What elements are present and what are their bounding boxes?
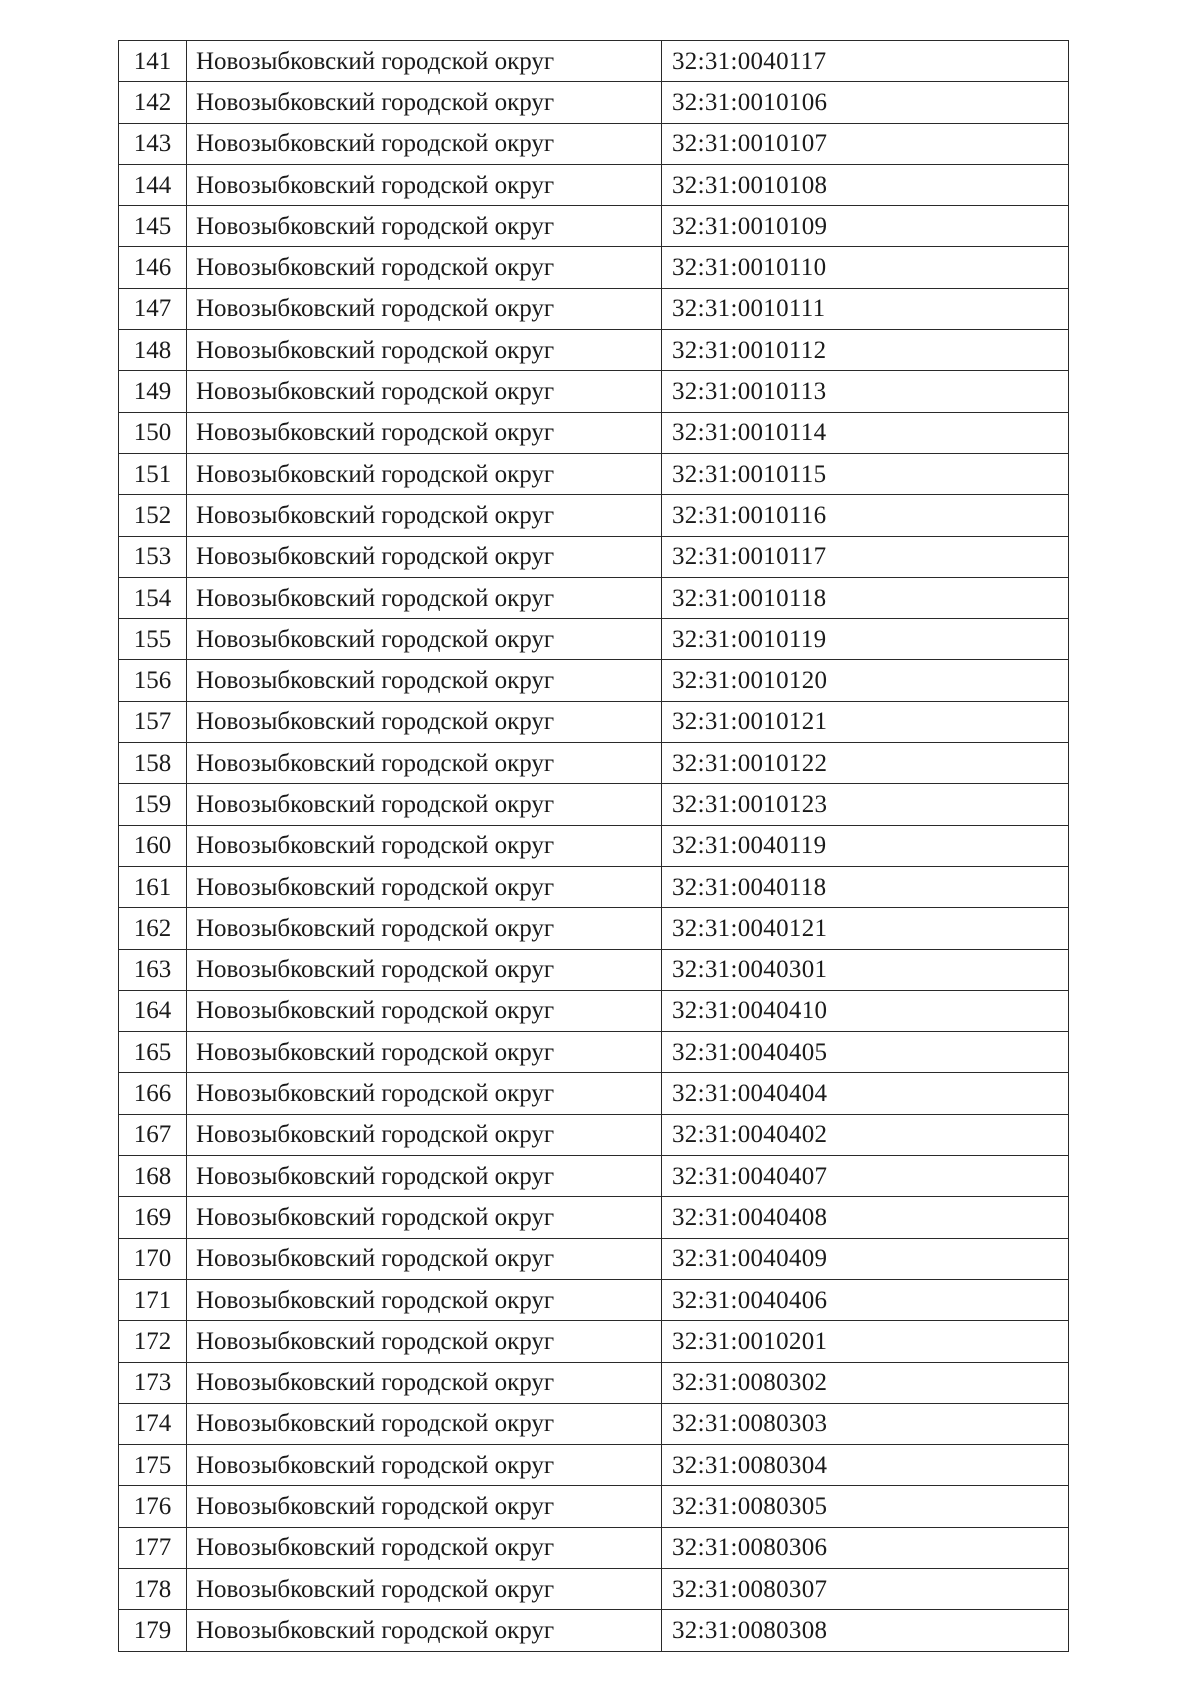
- municipality-cell: Новозыбковский городской округ: [187, 1156, 662, 1197]
- row-number-cell: 156: [119, 660, 187, 701]
- cadastral-quarter-cell: 32:31:0040410: [662, 990, 1069, 1031]
- table-row: [119, 1321, 1069, 1362]
- municipality-cell: Новозыбковский городской округ: [187, 990, 662, 1031]
- table-row: [119, 990, 1069, 1031]
- table-row: [119, 1197, 1069, 1238]
- row-number-cell: 150: [119, 412, 187, 453]
- table-row: [119, 825, 1069, 866]
- row-number-cell: 161: [119, 866, 187, 907]
- row-number-cell: 162: [119, 908, 187, 949]
- row-number-cell: 144: [119, 164, 187, 205]
- municipality-cell: Новозыбковский городской округ: [187, 1610, 662, 1651]
- table-row: [119, 536, 1069, 577]
- row-number-cell: 157: [119, 701, 187, 742]
- row-number-cell: 155: [119, 619, 187, 660]
- cadastral-quarter-cell: 32:31:0080303: [662, 1403, 1069, 1444]
- municipality-cell: Новозыбковский городской округ: [187, 288, 662, 329]
- table-row: [119, 743, 1069, 784]
- row-number-cell: 160: [119, 825, 187, 866]
- cadastral-quarter-cell: 32:31:0040409: [662, 1238, 1069, 1279]
- municipality-cell: Новозыбковский городской округ: [187, 453, 662, 494]
- municipality-cell: Новозыбковский городской округ: [187, 1238, 662, 1279]
- municipality-cell: Новозыбковский городской округ: [187, 825, 662, 866]
- cadastral-quarter-cell: 32:31:0080304: [662, 1445, 1069, 1486]
- municipality-cell: Новозыбковский городской округ: [187, 660, 662, 701]
- row-number-cell: 153: [119, 536, 187, 577]
- cadastral-quarter-cell: 32:31:0010122: [662, 743, 1069, 784]
- table-row: [119, 1362, 1069, 1403]
- municipality-cell: Новозыбковский городской округ: [187, 949, 662, 990]
- row-number-cell: 152: [119, 495, 187, 536]
- municipality-cell: Новозыбковский городской округ: [187, 41, 662, 82]
- cadastral-quarter-cell: 32:31:0010108: [662, 164, 1069, 205]
- cadastral-quarter-cell: 32:31:0010107: [662, 123, 1069, 164]
- cadastral-quarter-cell: 32:31:0040407: [662, 1156, 1069, 1197]
- table-row: [119, 82, 1069, 123]
- table-body: [119, 41, 1069, 1652]
- row-number-cell: 151: [119, 453, 187, 494]
- cadastral-quarter-cell: 32:31:0080308: [662, 1610, 1069, 1651]
- row-number-cell: 142: [119, 82, 187, 123]
- cadastral-quarter-cell: 32:31:0010115: [662, 453, 1069, 494]
- cadastral-quarter-cell: 32:31:0010110: [662, 247, 1069, 288]
- municipality-cell: Новозыбковский городской округ: [187, 1197, 662, 1238]
- table-row: [119, 495, 1069, 536]
- row-number-cell: 172: [119, 1321, 187, 1362]
- row-number-cell: 167: [119, 1114, 187, 1155]
- municipality-cell: Новозыбковский городской округ: [187, 908, 662, 949]
- table-row: [119, 1486, 1069, 1527]
- row-number-cell: 159: [119, 784, 187, 825]
- table-row: [119, 453, 1069, 494]
- cadastral-quarter-cell: 32:31:0040121: [662, 908, 1069, 949]
- row-number-cell: 165: [119, 1032, 187, 1073]
- cadastral-quarter-cell: 32:31:0010123: [662, 784, 1069, 825]
- row-number-cell: 176: [119, 1486, 187, 1527]
- cadastral-quarter-cell: 32:31:0010113: [662, 371, 1069, 412]
- municipality-cell: Новозыбковский городской округ: [187, 206, 662, 247]
- table-row: [119, 619, 1069, 660]
- municipality-cell: Новозыбковский городской округ: [187, 412, 662, 453]
- cadastral-quarter-cell: 32:31:0010106: [662, 82, 1069, 123]
- cadastral-quarter-cell: 32:31:0010117: [662, 536, 1069, 577]
- municipality-cell: Новозыбковский городской округ: [187, 1073, 662, 1114]
- municipality-cell: Новозыбковский городской округ: [187, 1403, 662, 1444]
- row-number-cell: 145: [119, 206, 187, 247]
- municipality-cell: Новозыбковский городской округ: [187, 82, 662, 123]
- table-row: [119, 1568, 1069, 1609]
- row-number-cell: 174: [119, 1403, 187, 1444]
- table-row: [119, 866, 1069, 907]
- row-number-cell: 148: [119, 330, 187, 371]
- table-row: [119, 123, 1069, 164]
- table-row: [119, 1032, 1069, 1073]
- table-row: [119, 908, 1069, 949]
- municipality-cell: Новозыбковский городской округ: [187, 866, 662, 907]
- municipality-cell: Новозыбковский городской округ: [187, 330, 662, 371]
- row-number-cell: 175: [119, 1445, 187, 1486]
- table-row: [119, 701, 1069, 742]
- cadastral-quarters-table: [118, 40, 1069, 1652]
- cadastral-quarter-cell: 32:31:0040119: [662, 825, 1069, 866]
- row-number-cell: 168: [119, 1156, 187, 1197]
- cadastral-quarter-cell: 32:31:0010201: [662, 1321, 1069, 1362]
- municipality-cell: Новозыбковский городской округ: [187, 1445, 662, 1486]
- row-number-cell: 149: [119, 371, 187, 412]
- row-number-cell: 158: [119, 743, 187, 784]
- row-number-cell: 164: [119, 990, 187, 1031]
- row-number-cell: 147: [119, 288, 187, 329]
- table-row: [119, 1279, 1069, 1320]
- row-number-cell: 171: [119, 1279, 187, 1320]
- cadastral-quarter-cell: 32:31:0010116: [662, 495, 1069, 536]
- cadastral-quarter-cell: 32:31:0010120: [662, 660, 1069, 701]
- cadastral-quarter-cell: 32:31:0010112: [662, 330, 1069, 371]
- cadastral-quarter-cell: 32:31:0010121: [662, 701, 1069, 742]
- table-row: [119, 330, 1069, 371]
- row-number-cell: 170: [119, 1238, 187, 1279]
- table-row: [119, 1114, 1069, 1155]
- table-row: [119, 784, 1069, 825]
- municipality-cell: Новозыбковский городской округ: [187, 1279, 662, 1320]
- cadastral-quarter-cell: 32:31:0010119: [662, 619, 1069, 660]
- row-number-cell: 166: [119, 1073, 187, 1114]
- table-row: [119, 41, 1069, 82]
- row-number-cell: 143: [119, 123, 187, 164]
- table-row: [119, 577, 1069, 618]
- table-row: [119, 660, 1069, 701]
- table-row: [119, 1073, 1069, 1114]
- cadastral-quarter-cell: 32:31:0080307: [662, 1568, 1069, 1609]
- table-row: [119, 288, 1069, 329]
- table-row: [119, 1156, 1069, 1197]
- table-row: [119, 1527, 1069, 1568]
- cadastral-quarter-cell: 32:31:0010118: [662, 577, 1069, 618]
- municipality-cell: Новозыбковский городской округ: [187, 536, 662, 577]
- municipality-cell: Новозыбковский городской округ: [187, 1362, 662, 1403]
- row-number-cell: 178: [119, 1568, 187, 1609]
- municipality-cell: Новозыбковский городской округ: [187, 784, 662, 825]
- cadastral-quarter-cell: 32:31:0080302: [662, 1362, 1069, 1403]
- table-row: [119, 1610, 1069, 1651]
- municipality-cell: Новозыбковский городской округ: [187, 743, 662, 784]
- table-row: [119, 164, 1069, 205]
- row-number-cell: 141: [119, 41, 187, 82]
- cadastral-quarter-cell: 32:31:0040402: [662, 1114, 1069, 1155]
- cadastral-quarter-cell: 32:31:0080306: [662, 1527, 1069, 1568]
- table-row: [119, 206, 1069, 247]
- row-number-cell: 154: [119, 577, 187, 618]
- row-number-cell: 173: [119, 1362, 187, 1403]
- cadastral-quarter-cell: 32:31:0040118: [662, 866, 1069, 907]
- municipality-cell: Новозыбковский городской округ: [187, 495, 662, 536]
- cadastral-quarter-cell: 32:31:0010109: [662, 206, 1069, 247]
- cadastral-quarter-cell: 32:31:0040406: [662, 1279, 1069, 1320]
- municipality-cell: Новозыбковский городской округ: [187, 701, 662, 742]
- municipality-cell: Новозыбковский городской округ: [187, 371, 662, 412]
- municipality-cell: Новозыбковский городской округ: [187, 1568, 662, 1609]
- table-row: [119, 1238, 1069, 1279]
- row-number-cell: 177: [119, 1527, 187, 1568]
- row-number-cell: 146: [119, 247, 187, 288]
- row-number-cell: 169: [119, 1197, 187, 1238]
- cadastral-quarter-cell: 32:31:0080305: [662, 1486, 1069, 1527]
- municipality-cell: Новозыбковский городской округ: [187, 247, 662, 288]
- table-row: [119, 371, 1069, 412]
- municipality-cell: Новозыбковский городской округ: [187, 1486, 662, 1527]
- table-row: [119, 949, 1069, 990]
- cadastral-quarter-cell: 32:31:0040404: [662, 1073, 1069, 1114]
- table-row: [119, 412, 1069, 453]
- row-number-cell: 179: [119, 1610, 187, 1651]
- cadastral-quarter-cell: 32:31:0040301: [662, 949, 1069, 990]
- municipality-cell: Новозыбковский городской округ: [187, 577, 662, 618]
- municipality-cell: Новозыбковский городской округ: [187, 1032, 662, 1073]
- table-row: [119, 247, 1069, 288]
- municipality-cell: Новозыбковский городской округ: [187, 1321, 662, 1362]
- cadastral-quarter-cell: 32:31:0010114: [662, 412, 1069, 453]
- row-number-cell: 163: [119, 949, 187, 990]
- cadastral-quarter-cell: 32:31:0040405: [662, 1032, 1069, 1073]
- cadastral-quarter-cell: 32:31:0010111: [662, 288, 1069, 329]
- cadastral-quarter-cell: 32:31:0040117: [662, 41, 1069, 82]
- municipality-cell: Новозыбковский городской округ: [187, 123, 662, 164]
- cadastral-quarter-cell: 32:31:0040408: [662, 1197, 1069, 1238]
- table-row: [119, 1445, 1069, 1486]
- table-row: [119, 1403, 1069, 1444]
- municipality-cell: Новозыбковский городской округ: [187, 1527, 662, 1568]
- municipality-cell: Новозыбковский городской округ: [187, 164, 662, 205]
- municipality-cell: Новозыбковский городской округ: [187, 619, 662, 660]
- municipality-cell: Новозыбковский городской округ: [187, 1114, 662, 1155]
